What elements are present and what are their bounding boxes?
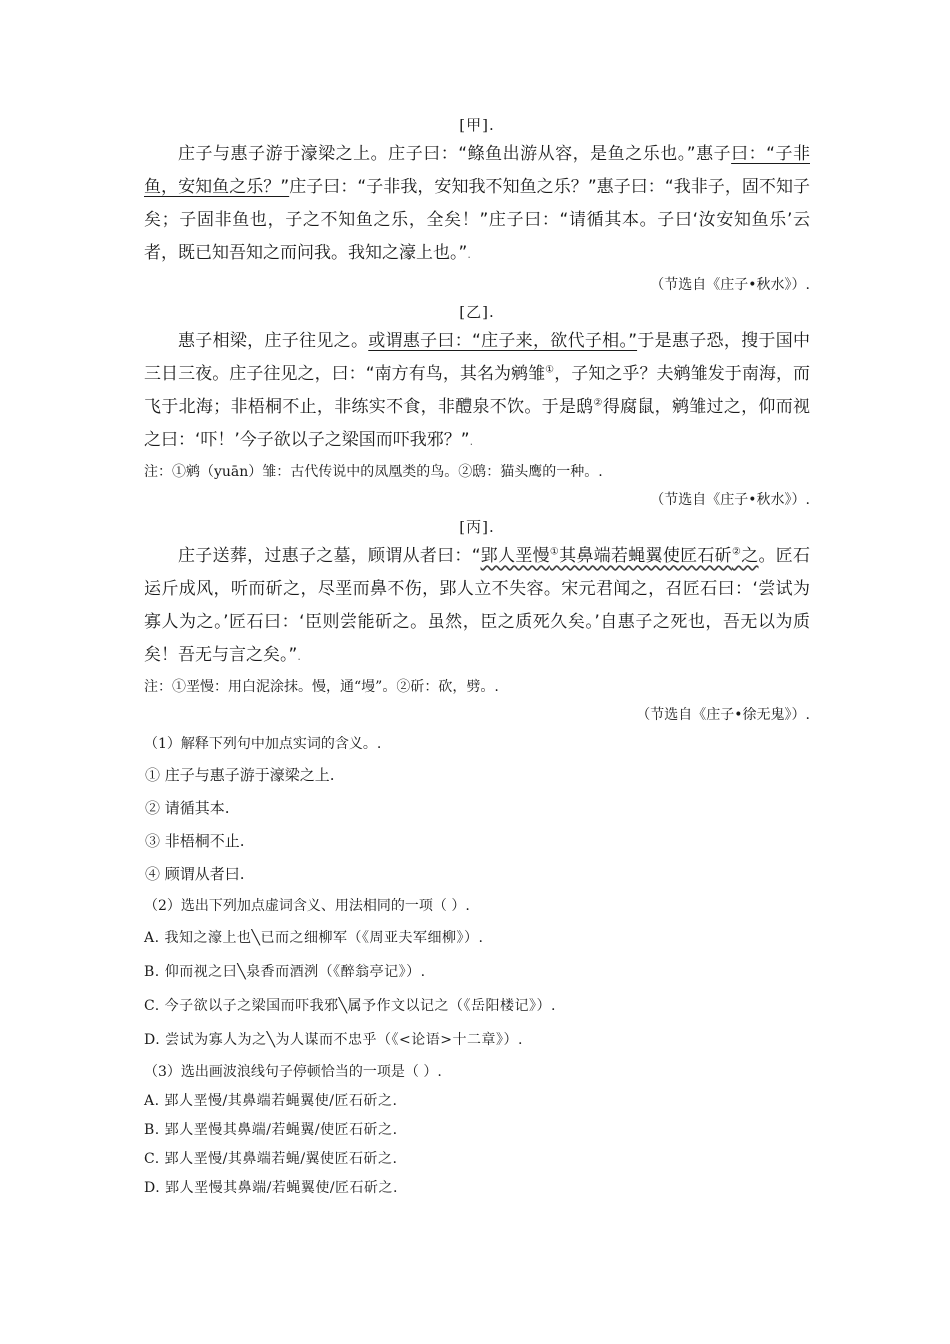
note-yi: 注：①鹓（yuān）雏：古代传说中的凤凰类的鸟。②鸱：猫头鹰的一种。.	[144, 464, 603, 480]
footnote-marker: ①	[545, 364, 555, 376]
passage-bing: 庄子送葬，过惠子之墓，顾谓从者曰：“郢人垩慢①其鼻端若蝇翼使匠石斫②之。匠石运斤成风，听而斫之，尽垩而鼻不伤，郢人立不失容。宋元君闻之，召匠石曰：‘尝试为寡人为之。’匠石曰：‘臣则尝能斫之。虽然，臣之质死久矣。’自惠子之死也，吾无以为质矣！吾无与言之矣。”.	[144, 546, 811, 665]
source-jia: （节选自《庄子•秋水》）.	[650, 277, 810, 293]
question-2-option-a: A. 我知之濠上也╲已而之细柳军（《周亚夫军细柳》）.	[144, 930, 484, 946]
passage-yi: 惠子相梁，庄子往见之。或谓惠子曰：“庄子来，欲代子相。”于是惠子恐，搜于国中三日三夜。庄子往见之，曰：“南方有鸟，其名为鹓雏①，子知之乎？夫鹓雏发于南海，而飞于北海；非梧桐不止，非练实不食，非醴泉不饮。于是鸱②得腐鼠，鹓雏过之，仰而视之曰：‘吓！’今子欲以子之梁国而吓我邪？”.	[144, 331, 811, 450]
question-1-item: ① 庄子与惠子游于濠梁之上.	[145, 766, 335, 784]
question-2-option-c: C. 今子欲以子之梁国而吓我邪╲属予作文以记之（《岳阳楼记》）.	[144, 998, 556, 1014]
question-2-heading: （2）选出下列加点虚词含义、用法相同的一项（ ）.	[144, 898, 470, 914]
document-page	[144, 112, 810, 1203]
source-bing: （节选自《庄子•徐无鬼》）.	[636, 707, 810, 723]
question-1-item: ④ 顾谓从者曰.	[145, 865, 245, 883]
section-title-yi: [乙].	[459, 303, 495, 321]
wavy-sentence: 郢人垩慢①其鼻端若蝇翼使匠石斫②之	[480, 546, 759, 566]
section-title-jia: [甲].	[459, 116, 495, 134]
underlined-sentence: 曰：“子非鱼，安知鱼之乐？”	[144, 144, 810, 197]
footnote-marker: ①	[549, 546, 560, 558]
question-3-option-c: C. 郢人垩慢/其鼻端若蝇/翼使匠石斫之.	[144, 1151, 398, 1167]
passage-jia: 庄子与惠子游于濠梁之上。庄子曰：“鲦鱼出游从容，是鱼之乐也。”惠子曰：“子非鱼，安知鱼之乐？”庄子曰：“子非我，安知我不知鱼之乐？”惠子曰：“我非子，固不知子矣；子固非鱼也，子之不知鱼之乐，全矣！”庄子曰：“请循其本。子曰‘汝安知鱼乐’云者，既已知吾知之而问我。我知之濠上也。”.	[144, 144, 811, 263]
question-2-option-b: B. 仰而视之曰╲泉香而酒洌（《醉翁亭记》）.	[144, 964, 426, 980]
question-3-heading: （3）选出画波浪线句子停顿恰当的一项是（ ）.	[144, 1064, 442, 1080]
question-3-option-a: A. 郢人垩慢/其鼻端若蝇翼使/匠石斫之.	[144, 1093, 398, 1109]
question-1-item: ③ 非梧桐不止.	[145, 832, 245, 850]
question-3-option-d: D. 郢人垩慢其鼻端/若蝇翼使/匠石斫之.	[144, 1180, 399, 1196]
question-1-heading: （1）解释下列句中加点实词的含义。.	[144, 736, 382, 752]
underlined-sentence: 或谓惠子曰：“庄子来，欲代子相。”	[368, 331, 638, 351]
section-title-bing: [丙].	[459, 518, 495, 536]
question-3-option-b: B. 郢人垩慢其鼻端/若蝇翼/使匠石斫之.	[144, 1122, 398, 1138]
footnote-marker: ②	[593, 397, 603, 409]
source-yi: （节选自《庄子•秋水》）.	[650, 492, 810, 508]
question-1-item: ② 请循其本.	[145, 799, 230, 817]
question-2-option-d: D. 尝试为寡人为之╲为人谋而不忠乎（《<论语>十二章》）.	[144, 1032, 523, 1048]
note-bing: 注：①垩慢：用白泥涂抹。慢，通“墁”。②斫：砍，劈。.	[144, 679, 499, 695]
footnote-marker: ②	[731, 546, 742, 558]
